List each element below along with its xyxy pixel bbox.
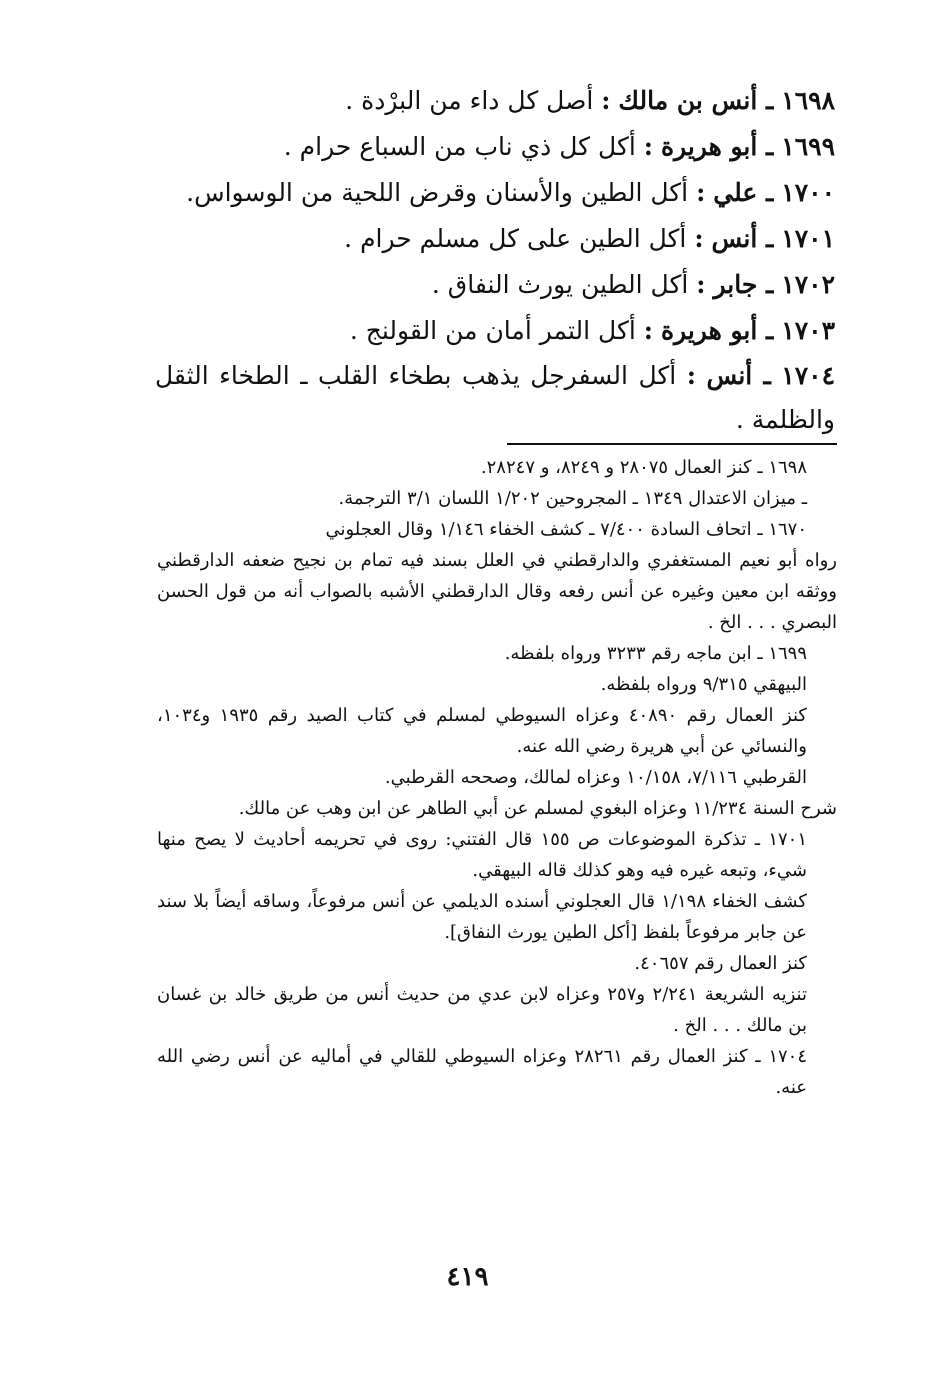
footnotes [157,452,837,1103]
footnote-divider [507,443,837,445]
footnote-line: ١٧٠١ ـ تذكرة الموضوعات ص ١٥٥ قال الفتني: روى في تحريمه أحاديث لا يصح منها شيء، وتبعه غيره فيه وهو كذلك قاله البيهقي. [157,829,807,881]
entry-text: أكل كل ذي ناب من السباع حرام . [283,132,636,161]
entry-narrator: أنس [706,361,753,390]
entry-number: ١٧٠٣ [781,316,835,345]
footnote-line: ١٦٧٠ ـ اتحاف السادة ٧/٤٠٠ ـ كشف الخفاء ١/١٤٦ وقال العجلوني [325,519,807,540]
footnote-line: شرح السنة ١١/٢٣٤ وعزاه البغوي لمسلم عن أبي الطاهر عن ابن وهب عن مالك. [238,798,837,819]
footnote-line: القرطبي ٧/١١٦، ١٠/١٥٨ وعزاه لمالك، وصححه القرطبي. [384,767,807,788]
hadith-entry: ١٦٩٨ ـ أنس بن مالك : أصل كل داء من البرْدة . [345,86,835,115]
footnote-line: ١٦٩٨ ـ كنز العمال ٢٨٠٧٥ و ٨٢٤٩، و ٢٨٢٤٧. [480,457,807,478]
entry-text: أكل الطين يورث النفاق . [431,270,689,299]
entry-text: أكل الطين على كل مسلم حرام . [344,224,687,253]
footnote-line: ـ ميزان الاعتدال ١٣٤٩ ـ المجروحين ١/٢٠٢ اللسان ٣/١ الترجمة. [338,488,807,509]
entry-number: ١٧٠١ [781,224,835,253]
footnote-line: كشف الخفاء ١/١٩٨ قال العجلوني أسنده الديلمي عن أنس مرفوعاً، وساقه أيضاً بلا سند عن جابر مرفوعاً بلفظ [أكل الطين يورث النفاق]. [157,891,807,943]
footnote-line: تنزيه الشريعة ٢/٢٤١ و٢٥٧ وعزاه لابن عدي من حديث أنس من طريق خالد بن غسان بن مالك . . . الخ . [157,984,807,1036]
entry-number: ١٧٠٢ [781,270,835,299]
entry-text: أصل كل داء من البرْدة . [345,86,594,115]
footnote-line: ١٦٩٩ ـ ابن ماجه رقم ٣٢٣٣ ورواه بلفظه. [504,643,807,664]
hadith-entry: ١٧٠٣ ـ أبو هريرة : أكل التمر أمان من القولنج . [349,316,835,345]
entry-narrator: أبو هريرة [660,132,758,161]
entry-number: ١٧٠٠ [781,178,835,207]
hadith-entry: ١٧٠٠ ـ علي : أكل الطين والأسنان وقرض اللحية من الوسواس. [186,178,835,207]
entry-text: أكل السفرجل يذهب بطخاء القلب ـ الطخاء الثقل والظلمة . [155,361,835,434]
hadith-entries [155,78,835,442]
hadith-entry: ١٧٠٤ ـ أنس : أكل السفرجل يذهب بطخاء القلب ـ الطخاء الثقل والظلمة . [155,361,835,434]
footnote-line: ١٧٠٤ ـ كنز العمال رقم ٢٨٢٦١ وعزاه السيوطي للقالي في أماليه عن أنس رضي الله عنه. [157,1046,807,1098]
entry-number: ١٦٩٨ [781,86,835,115]
hadith-entry: ١٦٩٩ ـ أبو هريرة : أكل كل ذي ناب من السباع حرام . [283,132,835,161]
entry-number: ١٧٠٤ [781,361,835,390]
entry-narrator: أبو هريرة [660,316,758,345]
entry-text: أكل التمر أمان من القولنج . [349,316,636,345]
entry-narrator: جابر [713,270,758,299]
footnote-line: كنز العمال رقم ٤٠٦٥٧. [634,953,807,974]
page-number: ٤١٩ [446,1262,489,1292]
entry-text: أكل الطين والأسنان وقرض اللحية من الوسواس. [186,178,689,207]
entry-narrator: علي [713,178,758,207]
entry-narrator: أنس بن مالك [618,86,758,115]
footnote-line: رواه أبو نعيم المستغفري والدارقطني في العلل بسند فيه تمام بن نجيح ضعفه الدارقطني ووثقه ابن معين وغيره عن أنس رفعه وقال الدارقطني الأشبه بالصواب أنه من قول الحسن البصري . . . الخ . [157,550,837,633]
entry-narrator: أنس [711,224,758,253]
entry-number: ١٦٩٩ [781,132,835,161]
hadith-entry: ١٧٠٢ ـ جابر : أكل الطين يورث النفاق . [431,270,835,299]
footnote-line: كنز العمال رقم ٤٠٨٩٠ وعزاه السيوطي لمسلم في كتاب الصيد رقم ١٩٣٥ و١٠٣٤، والنسائي عن أبي هريرة رضي الله عنه. [157,705,807,757]
hadith-entry: ١٧٠١ ـ أنس : أكل الطين على كل مسلم حرام . [344,224,835,253]
footnote-line: البيهقي ٩/٣١٥ ورواه بلفظه. [600,674,807,695]
